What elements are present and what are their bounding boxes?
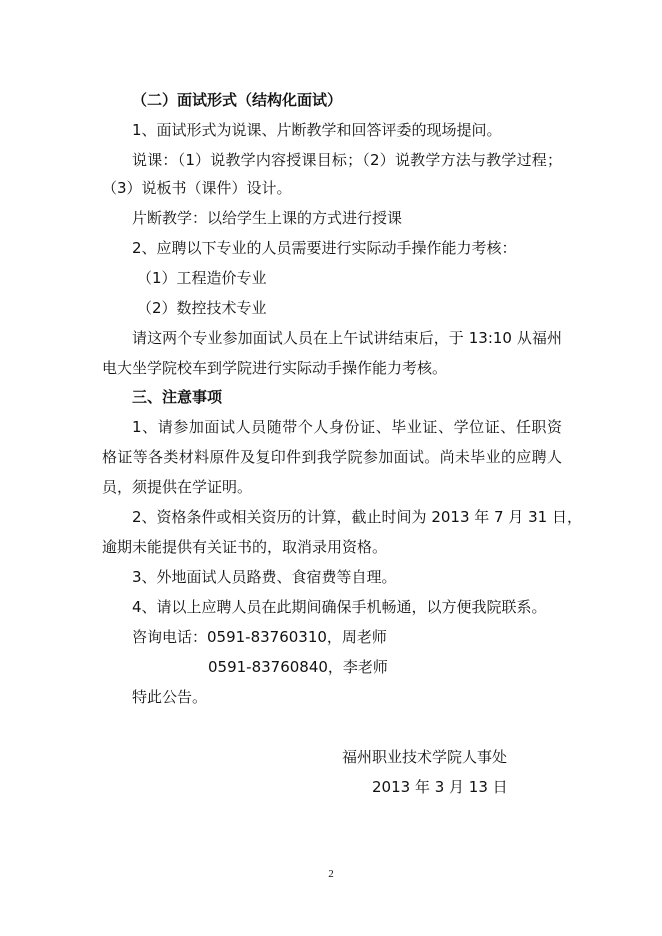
closing-text: 特此公告。: [132, 688, 208, 706]
list-item: （1）工程造价专业: [137, 269, 267, 287]
paragraph: 请这两个专业参加面试人员在上午试讲结束后，于 13:10 从福州: [132, 329, 562, 347]
paragraph: 3、外地面试人员路费、食宿费等自理。: [132, 568, 397, 586]
contact-phone: 0591-83760840，李老师: [208, 658, 388, 676]
paragraph: 格证等各类材料原件及复印件到我学院参加面试。尚未毕业的应聘人: [102, 448, 562, 466]
paragraph: 4、请以上应聘人员在此期间确保手机畅通，以方便我院联系。: [132, 598, 547, 616]
paragraph: 电大坐学院校车到学院进行实际动手操作能力考核。: [102, 359, 448, 377]
paragraph: 说课：（1）说教学内容授课目标；（2）说教学方法与教学过程；: [132, 151, 562, 169]
paragraph: 1、面试形式为说课、片断教学和回答评委的现场提问。: [132, 121, 502, 139]
section-heading-notes: 三、注意事项: [132, 388, 223, 406]
paragraph: 员，须提供在学证明。: [102, 478, 253, 496]
paragraph: 逾期未能提供有关证书的，取消录用资格。: [102, 538, 388, 556]
paragraph: （3）说板书（课件）设计。: [102, 179, 292, 197]
section-heading-interview-format: （二）面试形式（结构化面试）: [132, 91, 343, 109]
paragraph: 片断教学：以给学生上课的方式进行授课: [132, 209, 403, 227]
paragraph: 1、请参加面试人员随带个人身份证、毕业证、学位证、任职资: [132, 418, 562, 436]
contact-phone: 咨询电话：0591-83760310，周老师: [132, 628, 387, 646]
list-item: （2）数控技术专业: [137, 299, 267, 317]
signature-date: 2013 年 3 月 13 日: [372, 778, 508, 796]
paragraph: 2、资格条件或相关资历的计算，截止时间为 2013 年 7 月 31 日，: [132, 508, 582, 526]
page-number: 2: [328, 868, 334, 880]
signature-org: 福州职业技术学院人事处: [342, 748, 508, 766]
paragraph: 2、应聘以下专业的人员需要进行实际动手操作能力考核：: [132, 239, 517, 257]
